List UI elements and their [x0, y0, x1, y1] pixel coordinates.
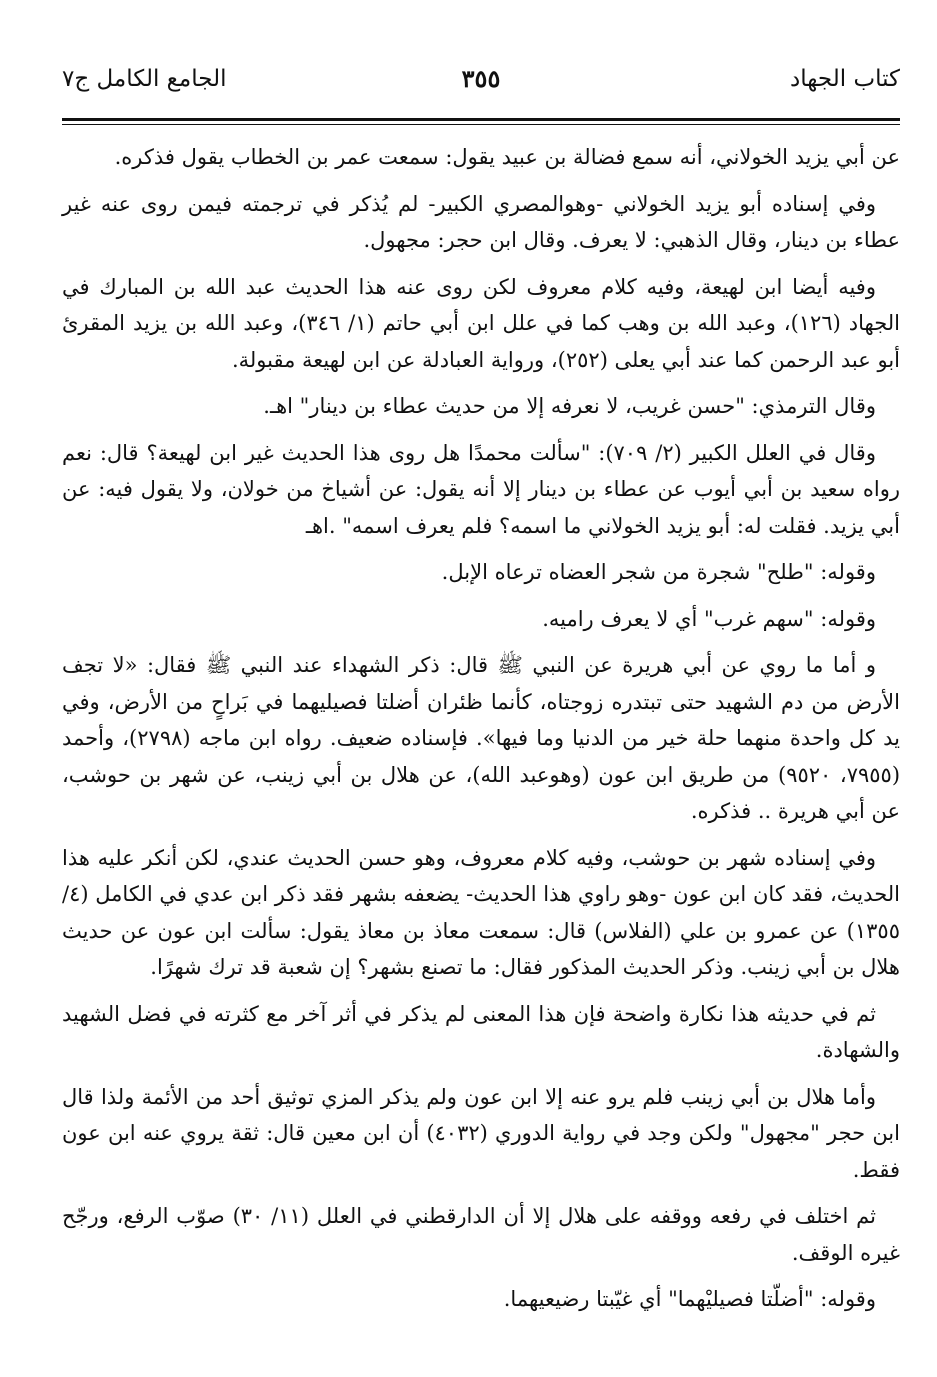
- book-page: [62, 58, 900, 1328]
- paragraph: وقوله: "طلح" شجرة من شجر العضاه ترعاه الإبل.: [441, 560, 876, 584]
- paragraph: ثم في حديثه هذا نكارة واضحة فإن هذا المعنى لم يذكر في أثر آخر مع كثرته في فضل الشهيد والشهادة.: [62, 1001, 900, 1062]
- header-rule-thin: [62, 124, 900, 125]
- body-text: [62, 139, 900, 1318]
- paragraph: وفيه أيضا ابن لهيعة، وفيه كلام معروف لكن روى عنه هذا الحديث عبد الله بن المبارك في الجهاد (١٢٦)، وعبد الله بن وهب كما في علل ابن أبي حاتم (١/ ٣٤٦)، وعبد الله بن يزيد المقرئ أبو عبد الرحمن كما عند أبي يعلى (٢٥٢)، ورواية العبادلة عن ابن لهيعة مقبولة.: [62, 274, 900, 372]
- paragraph: ثم اختلف في رفعه ووقفه على هلال إلا أن الدارقطني في العلل (١١/ ٣٠) صوّب الرفع، ورجّح غيره الوقف.: [62, 1204, 900, 1265]
- paragraph: وفي إسناده أبو يزيد الخولاني -وهوالمصري الكبير- لم يُذكر في ترجمته فيمن روى عنه غير عطاء بن دينار، وقال الذهبي: لا يعرف. وقال ابن حجر: مجهول.: [62, 191, 900, 252]
- paragraph: وفي إسناده شهر بن حوشب، وفيه كلام معروف، وهو حسن الحديث عندي، لكن أنكر عليه هذا الحديث، فقد كان ابن عون -وهو راوي هذا الحديث- يضعفه بشهر فقد ذكر ابن عدي في الكامل (٤/ ١٣٥٥) عن عمرو بن علي (الفلاس) قال: سمعت معاذ بن معاذ يقول: سألت ابن عون عن حديث هلال بن أبي زينب. وذكر الحديث المذكور فقال: ما تصنع بشهر؟ إن شعبة قد ترك شهرًا.: [62, 845, 900, 979]
- paragraph: وقال في العلل الكبير (٢/ ٧٠٩): "سألت محمدًا هل روى هذا الحديث غير ابن لهيعة؟ قال: نعم رواه سعيد بن أبي أيوب عن عطاء بن دينار إلا أنه يقول: عن أشياخ من خولان، ولا يقول فيه: عن أبي يزيد. فقلت له: أبو يزيد الخولاني ما اسمه؟ فلم يعرف اسمه" .اهـ: [62, 440, 900, 538]
- paragraph: و أما ما روي عن أبي هريرة عن النبي ﷺ قال: ذكر الشهداء عند النبي ﷺ فقال: «لا تجف الأرض من دم الشهيد حتى تبتدره زوجتاه، كأنما ظئران أضلتا فصيليهما في بَراحٍ من الأرض، وفي يد كل واحدة منهما حلة خير من الدنيا وما فيها». فإسناده ضعيف. رواه ابن ماجه (٢٧٩٨)، وأحمد (٧٩٥٥، ٩٥٢٠) من طريق ابن عون (وهوعبد الله)، عن هلال بن أبي زينب، عن شهر بن حوشب، عن أبي هريرة .. فذكره.: [62, 653, 901, 823]
- paragraph: وقال الترمذي: "حسن غريب، لا نعرفه إلا من حديث عطاء بن دينار" اهـ.: [263, 394, 876, 418]
- header-rule-thick: [62, 118, 900, 121]
- paragraph: وقوله: "أضلّتا فصيليْهما" أي غيّبتا رضيعيهما.: [503, 1287, 876, 1311]
- section-title: كتاب الجهاد: [790, 66, 900, 92]
- running-header: [62, 58, 900, 100]
- paragraph: وأما هلال بن أبي زينب فلم يرو عنه إلا ابن عون ولم يذكر المزي توثيق أحد من الأئمة ولذا قال ابن حجر "مجهول" ولكن وجد في رواية الدوري (٤٠٣٢) أن ابن معين قال: ثقة يروي عنه ابن عون فقط.: [62, 1084, 900, 1182]
- paragraph: وقوله: "سهم غرب" أي لا يعرف راميه.: [542, 606, 876, 631]
- book-title: الجامع الكامل ج٧: [62, 66, 227, 92]
- page-number: ٣٥٥: [461, 64, 501, 93]
- paragraph: عن أبي يزيد الخولاني، أنه سمع فضالة بن عبيد يقول: سمعت عمر بن الخطاب يقول فذكره.: [114, 145, 900, 169]
